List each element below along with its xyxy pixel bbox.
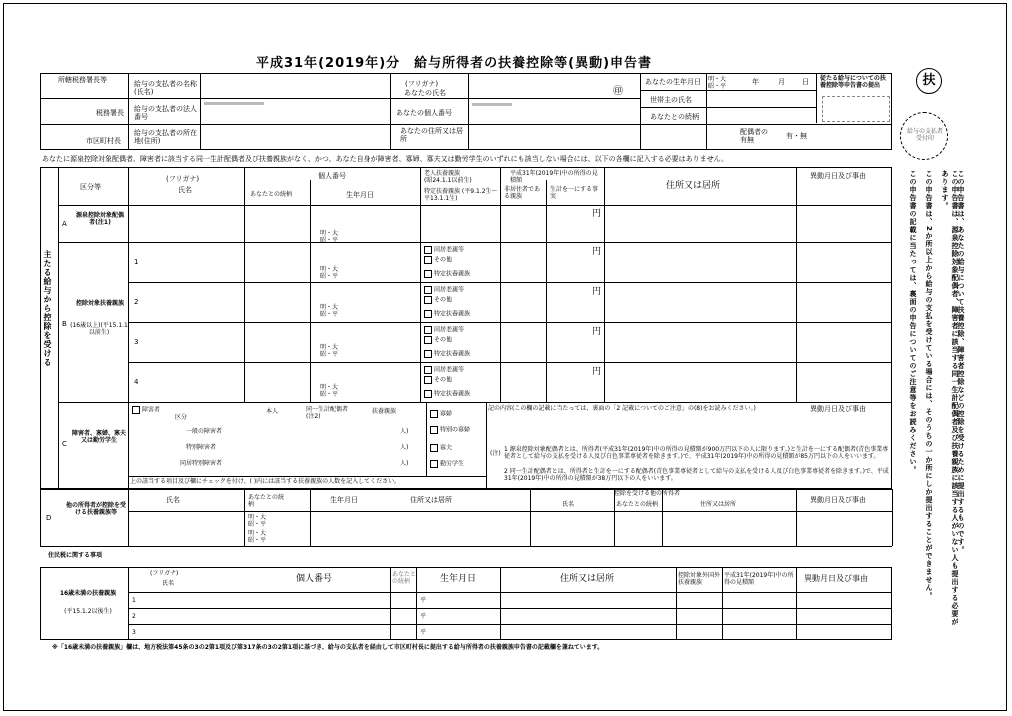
col-furigana: (フリガナ) — [166, 175, 200, 183]
c-doujyu: 同居特別障害者 — [180, 460, 223, 467]
your-name-label: あなたの氏名 — [404, 89, 446, 97]
b1-check-2: その他 — [424, 256, 452, 264]
col-name: 氏名 — [178, 186, 192, 194]
b-row-number-2: 2 — [134, 298, 139, 306]
col-remit: 生計を一にする事実 — [550, 186, 599, 200]
u16-address: 住所又は居所 — [560, 574, 615, 584]
section-d-letter: D — [46, 514, 52, 522]
birth-month: 月 — [778, 78, 785, 86]
section-d-label: 他の所得者が控除を受ける扶養親族等 — [66, 502, 127, 516]
your-number-label: あなたの個人番号 — [396, 109, 452, 117]
col-kubun: 区分等 — [80, 183, 101, 191]
c-notes-head: (注) — [490, 450, 501, 457]
col-relation: あなたとの続柄 — [250, 191, 293, 198]
office-label: 所轄税務署長等 — [58, 76, 107, 84]
no-entry-note: あなたに源泉控除対象配偶者、障害者に該当する同一生計配偶者及び扶養親族がなく、かつ、あなた自身が障害者、寡婦、寡夫又は勤労学生のいずれにも該当しない場合には、以下の各欄に記入する必要はありません。 — [42, 155, 728, 163]
d-era-2: 明・大 昭・平 — [248, 530, 267, 544]
b3-check-1: 同居老親等 — [424, 326, 464, 334]
d-r-address: 住所又は居所 — [700, 501, 737, 508]
section-b-letter: B — [62, 320, 67, 328]
secondary-label: 従たる給与についての扶養控除等申告書の提出 — [820, 75, 886, 89]
c-widower-check: 寡夫 — [430, 444, 452, 452]
birth-era: 明・大 昭・平 — [708, 76, 727, 90]
d-address: 住所又は居所 — [410, 496, 452, 504]
c-ninzu-3: 人) — [400, 460, 409, 467]
b3-check-2: その他 — [424, 336, 452, 344]
c-dependent: 扶養親族 — [372, 408, 397, 415]
col-change: 異動月日及び事由 — [810, 172, 866, 180]
c-remark: 記の内容(この欄の記載に当たっては、裏面の「2 記載についてのご注意」の(8)をお読みください。) — [488, 405, 756, 412]
c-kubun: 区分 — [175, 414, 188, 421]
c-student-check: 勤労学生 — [430, 460, 464, 468]
c-disabled-check: 障害者 — [132, 406, 160, 414]
b3-birth-era: 明・大 昭・平 — [320, 344, 339, 358]
b-row-number-3: 3 — [134, 338, 139, 346]
c-note-1: 1 源泉控除対象配偶者とは、所得者(平成31年(2019年)中の所得の見積額が900万円以下の人に限ります。)と生計を一にする配偶者(青色事業専従者として給与の支払を受ける人及び白色事業専従者を除きます。)で、平成31年(2019年)中の所得の見積額が85万円以下の人をいいます。 — [504, 446, 889, 460]
section-a-label: 源泉控除対象配偶者(注1) — [75, 212, 124, 226]
u16-change: 異動月日及び事由 — [804, 574, 868, 583]
birth-label: あなたの生年月日 — [645, 78, 701, 86]
b2-birth-era: 明・大 昭・平 — [320, 304, 339, 318]
b4-check-3: 特定扶養親族 — [424, 390, 470, 398]
form-type-stamp: 扶 — [916, 68, 942, 94]
c-self: 本人 — [266, 408, 279, 415]
c-spouse: 同一生計配偶者(注2) — [306, 406, 349, 420]
b1-birth-era: 明・大 昭・平 — [320, 266, 339, 280]
seal-mark: ㊞ — [613, 86, 623, 97]
u16-abroad: 控除対象外国外扶養親族 — [678, 572, 721, 586]
d-r-relation: あなたとの続柄 — [616, 501, 659, 508]
u16-era-3: 平 — [420, 629, 427, 636]
birth-day: 日 — [802, 78, 809, 86]
col-nonres: 非居住者である親族 — [504, 186, 541, 200]
u16-furigana: (フリガナ) — [150, 570, 179, 577]
birth-year: 年 — [752, 78, 759, 86]
section-b-sub: (16歳以上)(平15.1.1以前生) — [70, 322, 128, 336]
col-address: 住所又は居所 — [666, 181, 721, 191]
b4-check-2: その他 — [424, 376, 452, 384]
right-note-2: この申告書は、源泉控除対象配偶者、障害者に該当する同一生計配偶者及び扶養親族に該当する人がいない人も提出する必要があります。 — [941, 170, 959, 626]
payer-number-label: 給与の支払者の法人番号 — [134, 105, 197, 121]
c-sp-widow-check: 特別の寡婦 — [430, 426, 470, 434]
section-a-letter: A — [62, 220, 67, 228]
d-receiver: 控除を受ける他の所得者 — [614, 490, 681, 497]
u16-era-1: 平 — [420, 597, 427, 604]
right-note-1: この申告書は、あなたの給与について扶養控除、障害者控除などの控除を受けるために提出するものです。 — [957, 170, 965, 554]
b1-check-3: 特定扶養親族 — [424, 270, 470, 278]
payer-name-label: 給与の支払者の名称(氏名) — [134, 80, 197, 96]
u16-name: 氏名 — [162, 580, 175, 587]
right-note-4: この申告書の記載に当たっては、裏面の申告についてのご注意等をお読みください。 — [909, 170, 917, 474]
b2-check-2: その他 — [424, 296, 452, 304]
b1-check-1: 同居老親等 — [424, 246, 464, 254]
a-birth-era: 明・大 昭・平 — [320, 230, 339, 244]
relation-label: あなたとの続柄 — [650, 113, 699, 121]
c-ninzu-1: 人) — [400, 428, 409, 435]
u16-row-3: 3 — [132, 629, 136, 636]
spouse-label: 配偶者の有無 — [740, 128, 768, 144]
section-b-label: 控除対象扶養親族 — [76, 300, 125, 307]
u16-number: 個人番号 — [296, 574, 333, 584]
b-row-number-4: 4 — [134, 378, 139, 386]
payer-address-field[interactable] — [202, 125, 388, 149]
b3-check-3: 特定扶養親族 — [424, 350, 470, 358]
secondary-box[interactable] — [822, 96, 890, 122]
u16-income: 平成31年(2019年)中の所得の見積額 — [724, 572, 794, 586]
b3-yen: 円 — [592, 327, 602, 337]
a-yen: 円 — [592, 209, 602, 219]
d-era-1: 明・大 昭・平 — [248, 514, 267, 528]
b2-check-3: 特定扶養親族 — [424, 310, 470, 318]
u16-relation: あなたとの続柄 — [392, 571, 417, 585]
payer-address-label: 給与の支払者の所在地(住所) — [134, 129, 197, 145]
u16-era-2: 平 — [420, 613, 427, 620]
householder-label: 世帯主の氏名 — [650, 96, 692, 104]
your-address-field[interactable] — [470, 125, 638, 149]
b2-check-1: 同居老親等 — [424, 286, 464, 294]
section-c-label: 障害者、寡婦、寡夫又は勤労学生 — [72, 430, 127, 444]
u16-label: 16歳未満の扶養親族 — [59, 590, 117, 597]
c-widow-check: 寡婦 — [430, 410, 452, 418]
city-label: 市区町村長 — [86, 137, 121, 145]
col-elderly: 老人扶養親族 (昭24.1.1以前生) — [424, 170, 472, 184]
b4-yen: 円 — [592, 367, 602, 377]
c-change: 異動月日及び事由 — [810, 405, 866, 413]
c-special: 特別障害者 — [186, 444, 217, 451]
tax-office-label: 税務署長 — [96, 109, 124, 117]
u16-row-1: 1 — [132, 597, 136, 604]
u16-row-2: 2 — [132, 613, 136, 620]
c-footnote: 上の該当する項目及び欄にチェックを付け、( )内には該当する扶養親族の人数を記入してください。 — [130, 478, 401, 485]
d-r-name: 氏名 — [562, 501, 575, 508]
form-title: 平成31年(2019年)分 給与所得者の扶養控除等(異動)申告書 — [256, 56, 653, 71]
b2-yen: 円 — [592, 287, 602, 297]
d-birth: 生年月日 — [330, 496, 358, 504]
a-address-field[interactable] — [606, 207, 794, 240]
bottom-note: ※「16歳未満の扶養親族」欄は、地方税法第45条の3の2第1項及び第317条の3の2第1項に基づき、給与の支払者を経由して市区町村長に提出する給与所得者の扶養親族申告書の記載欄を兼ねています。 — [52, 644, 604, 651]
b-row-number-1: 1 — [134, 258, 139, 266]
spouse-option[interactable]: 有・無 — [786, 132, 807, 140]
furigana-label: (フリガナ) — [405, 80, 439, 88]
c-ninzu-2: 人) — [400, 444, 409, 451]
right-note-3: この申告書は、2か所以上から給与の支払を受けている場合には、そのうちの一か所にしか提出することができません。 — [925, 170, 933, 600]
resident-tax-heading: 住民税に関する事項 — [48, 552, 103, 559]
your-number-field[interactable] — [470, 99, 638, 123]
d-name: 氏名 — [166, 496, 180, 504]
u16-sub: (平15.1.2以後生) — [64, 608, 112, 615]
col-income: 平成31年(2019年)中の所得の見積額 — [510, 170, 598, 184]
vertical-section-label: 主たる給与から控除を受ける — [43, 250, 52, 367]
col-birth: 生年月日 — [346, 191, 374, 199]
b4-birth-era: 明・大 昭・平 — [320, 384, 339, 398]
c-general: 一般の障害者 — [186, 428, 223, 435]
payer-receipt-label: 給与の支払者受付印 — [906, 128, 943, 142]
b4-check-1: 同居老親等 — [424, 366, 464, 374]
col-number: 個人番号 — [318, 172, 346, 180]
b1-yen: 円 — [592, 247, 602, 257]
u16-birth: 生年月日 — [440, 574, 477, 584]
section-c-letter: C — [62, 440, 67, 448]
col-special: 特定扶養親族 (平9.1.2生～平13.1.1生) — [424, 188, 498, 202]
d-relation: あなたとの続柄 — [248, 494, 285, 508]
payer-name-field[interactable] — [202, 74, 388, 97]
c-note-2: 2 同一生計配偶者とは、所得者と生計を一にする配偶者(青色事業専従者として給与の支払を受ける人及び白色事業専従者を除きます。)で、平成31年(2019年)中の所得の見積額が38万円以下の人をいいます。 — [504, 468, 889, 482]
your-address-label: あなたの住所又は居所 — [400, 127, 463, 143]
d-change: 異動月日及び事由 — [810, 496, 866, 504]
payer-number-field[interactable] — [202, 99, 388, 123]
